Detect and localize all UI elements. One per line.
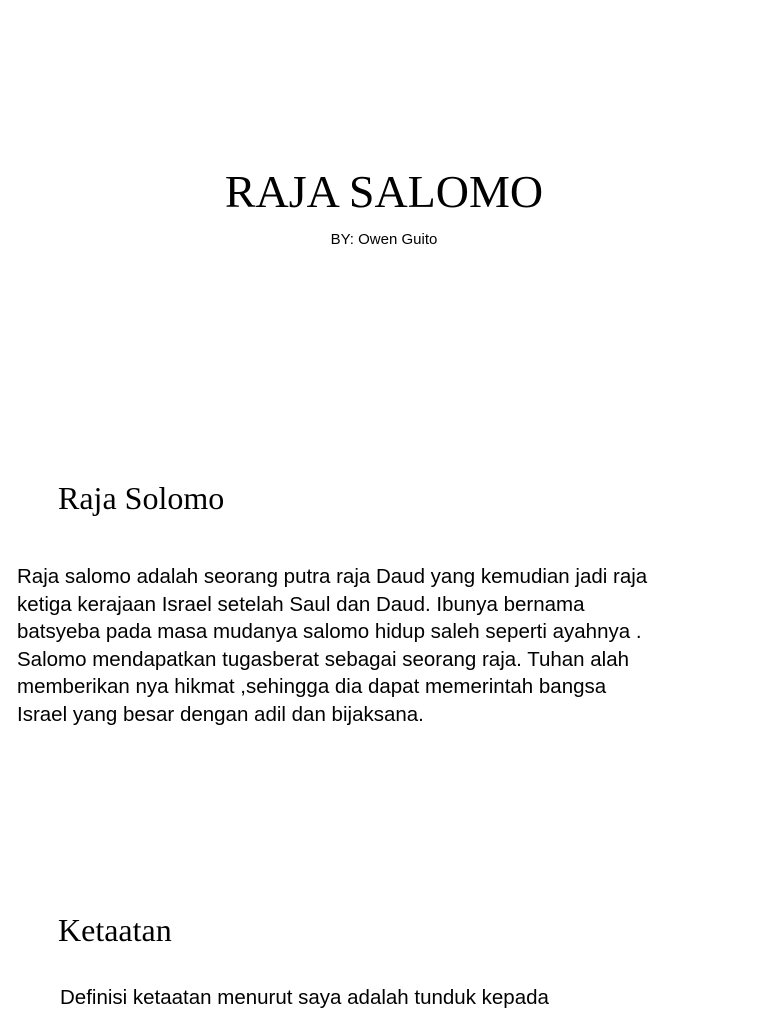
content-slide-raja-solomo xyxy=(0,440,768,860)
body-line: batsyeba pada masa mudanya salomo hidup saleh seperti ayahnya . xyxy=(17,620,642,644)
body-line: memberikan nya hikmat ,sehingga dia dapat memerintah bangsa xyxy=(17,675,607,699)
slide-heading: Ketaatan xyxy=(58,912,172,948)
body-line: Israel yang besar dengan adil dan bijaksana. xyxy=(17,702,424,726)
title-slide xyxy=(0,0,768,440)
body-line: Definisi ketaatan menurut saya adalah tunduk kepada xyxy=(60,986,549,1009)
slide-subtitle: BY: Owen Guito xyxy=(330,231,438,248)
body-line: Salomo mendapatkan tugasberat sebagai seorang raja. Tuhan alah xyxy=(17,647,630,671)
slide-heading: Raja Solomo xyxy=(58,480,225,516)
slide-body xyxy=(17,563,647,729)
body-line: ketiga kerajaan Israel setelah Saul dan Daud. Ibunya bernama xyxy=(17,592,585,616)
slide-body xyxy=(60,984,549,1012)
body-line: Raja salomo adalah seorang putra raja Daud yang kemudian jadi raja xyxy=(17,565,648,588)
content-slide-ketaatan xyxy=(0,860,768,1024)
slide-title: RAJA SALOMO xyxy=(224,166,544,217)
